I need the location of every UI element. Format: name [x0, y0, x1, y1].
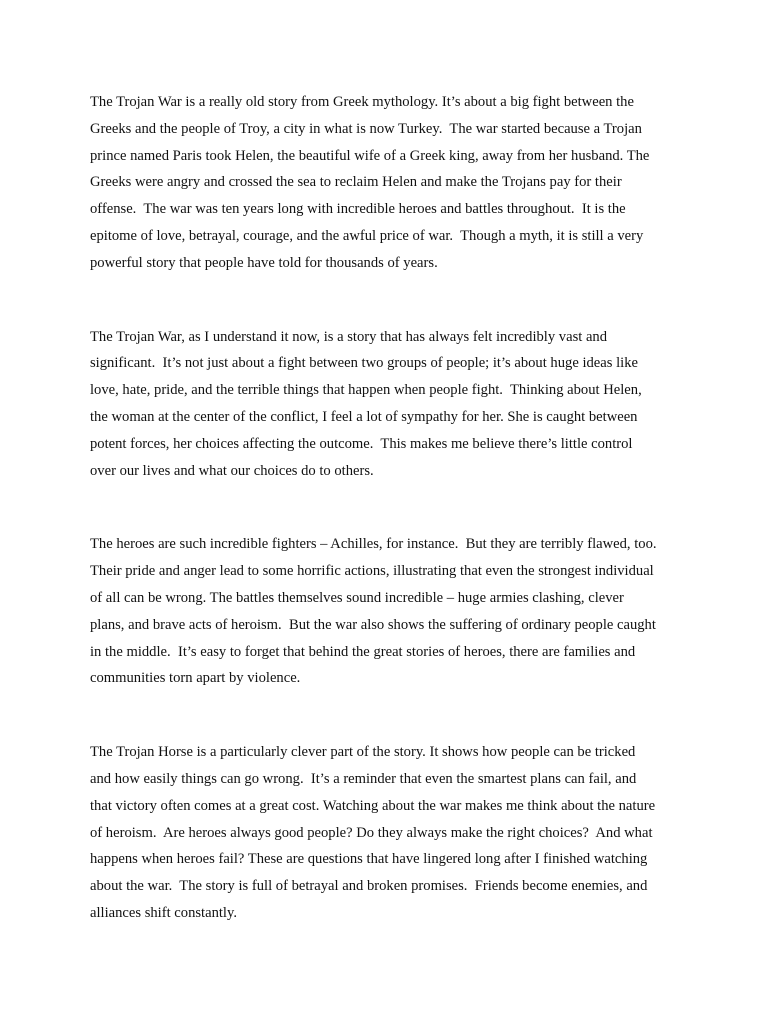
paragraph-line: The Trojan War is a really old story from Greek mythology. It’s about a big fight between the: [90, 94, 634, 110]
paragraph-line: happens when heroes fail? These are questions that have lingered long after I finished watching: [90, 851, 648, 868]
paragraph-line: plans, and brave acts of heroism. But the war also shows the suffering of ordinary people caught: [90, 616, 656, 633]
paragraph-line: and how easily things can go wrong. It’s a reminder that even the smartest plans can fail, and: [90, 770, 637, 787]
paragraph-line: communities torn apart by violence.: [90, 670, 301, 687]
paragraph-3: [90, 531, 678, 692]
paragraph-2: [90, 324, 678, 485]
paragraph-line: The heroes are such incredible fighters – Achilles, for instance. But they are terribly flawed, too.: [90, 536, 657, 553]
paragraph-line: offense. The war was ten years long with incredible heroes and battles throughout. It is the: [90, 201, 626, 218]
paragraph-line: The Trojan War, as I understand it now, is a story that has always felt incredibly vast and: [90, 328, 608, 345]
paragraph-line: of heroism. Are heroes always good people? Do they always make the right choices? And what: [90, 824, 653, 841]
paragraph-line: the woman at the center of the conflict, I feel a lot of sympathy for her. She is caught between: [90, 408, 638, 425]
paragraph-1: [90, 89, 678, 277]
paragraph-line: love, hate, pride, and the terrible things that happen when people fight. Thinking about Helen,: [90, 382, 642, 399]
paragraph-line: about the war. The story is full of betrayal and broken promises. Friends become enemies, and: [90, 878, 648, 895]
paragraph-line: epitome of love, betrayal, courage, and the awful price of war. Though a myth, it is still a very: [90, 227, 644, 244]
paragraph-line: powerful story that people have told for thousands of years.: [90, 254, 438, 271]
paragraph-line: prince named Paris took Helen, the beautiful wife of a Greek king, away from her husband. The: [90, 147, 650, 164]
paragraph-line: that victory often comes at a great cost. Watching about the war makes me think about the nature: [90, 797, 656, 814]
paragraph-line: over our lives and what our choices do to others.: [90, 462, 374, 479]
paragraph-line: in the middle. It’s easy to forget that behind the great stories of heroes, there are families and: [90, 643, 636, 660]
paragraph-line: alliances shift constantly.: [90, 904, 237, 921]
paragraph-line: of all can be wrong. The battles themselves sound incredible – huge armies clashing, clever: [90, 589, 624, 606]
paragraph-line: The Trojan Horse is a particularly clever part of the story. It shows how people can be tricked: [90, 744, 636, 761]
paragraph-line: Greeks were angry and crossed the sea to reclaim Helen and make the Trojans pay for their: [90, 174, 622, 191]
document-body: [90, 89, 678, 927]
paragraph-line: significant. It’s not just about a fight between two groups of people; it’s about huge ideas like: [90, 355, 638, 372]
paragraph-line: Greeks and the people of Troy, a city in what is now Turkey. The war started because a Trojan: [90, 120, 642, 137]
paragraph-line: potent forces, her choices affecting the outcome. This makes me believe there’s little control: [90, 435, 633, 452]
paragraph-line: Their pride and anger lead to some horrific actions, illustrating that even the strongest individual: [90, 563, 654, 580]
paragraph-4: [90, 739, 678, 927]
